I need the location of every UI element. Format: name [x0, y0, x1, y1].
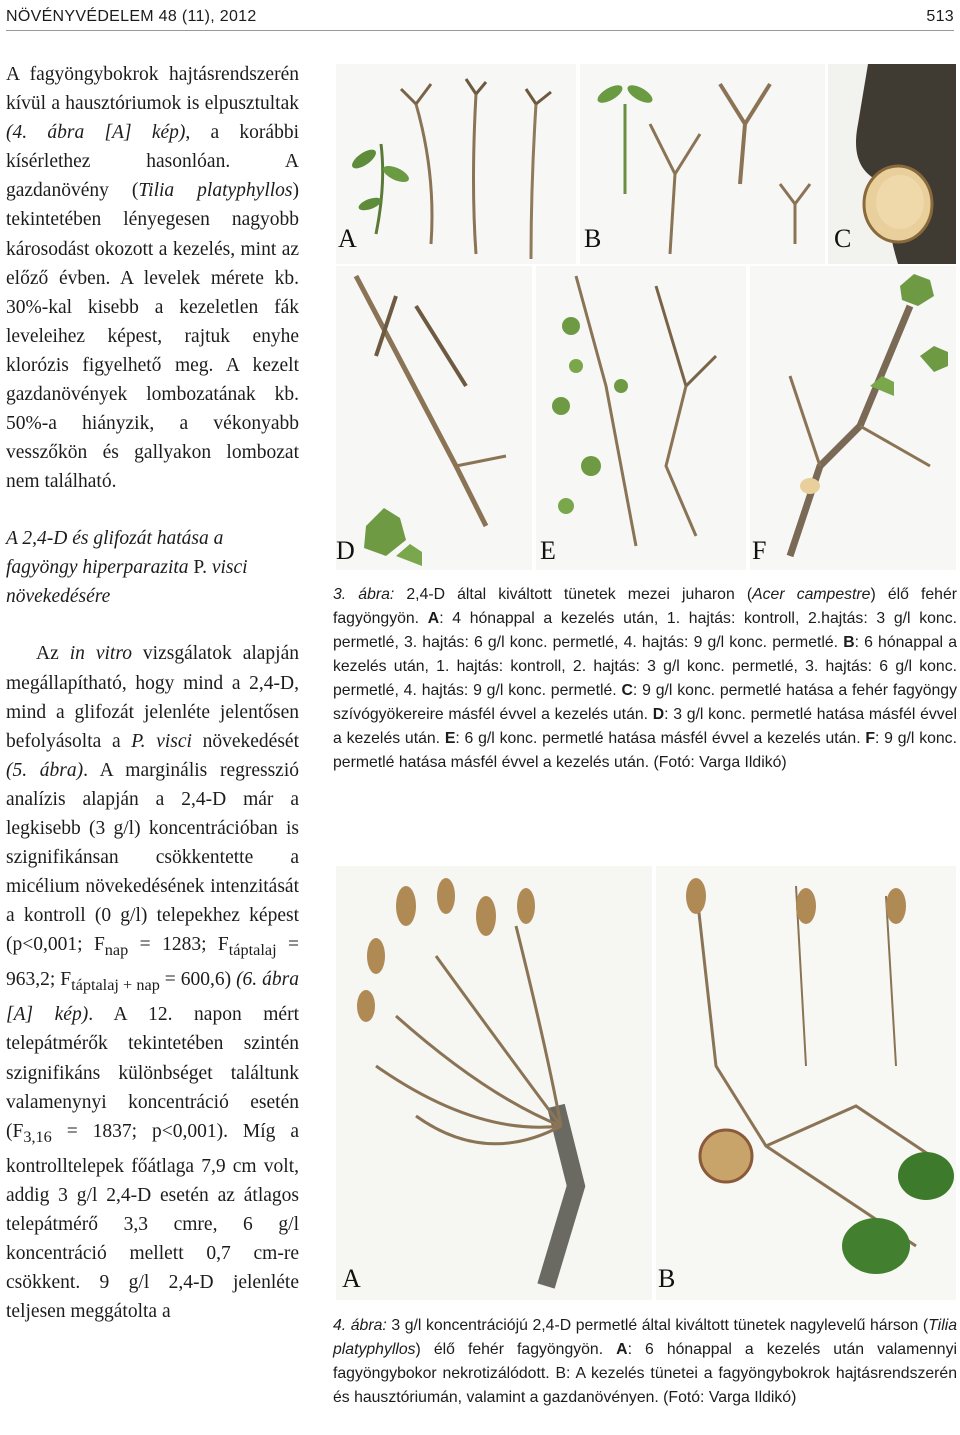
section-subheading: A 2,4-D és glifozát hatása a fagyöngy hiperparazita P. visci növekedésére	[6, 528, 248, 608]
panel-label-f: F	[752, 536, 767, 565]
figure4-panel-b-photo	[656, 866, 956, 1300]
panel-label-d: D	[336, 536, 355, 565]
figure3-panel-e-photo	[536, 266, 746, 570]
journal-title: NÖVÉNYVÉDELEM 48 (11), 2012	[6, 8, 257, 25]
figure4-caption: 4. ábra: 3 g/l koncentrációjú 2,4-D permetlé által kiváltott tünetek nagylevelű hárson (Tilia platyphyllos) élő fehér fagyöngyön. A: 6 hónappal a kezelés után valamennyi fagyöngybokor nekrotizálódott. B: A kezelés tünetei a fagyöngybokrok hajtásrendszerén és hausztóriumán, valamint a gazdanövényen. (Fotó: Varga Ildikó)	[333, 1317, 957, 1406]
figure3-panel-c-photo	[828, 64, 956, 264]
mistletoe-shoots-illustration	[580, 64, 825, 264]
page-number: 513	[926, 8, 954, 25]
figure3-caption: 3. ábra: 2,4-D által kiváltott tünetek mezei juharon (Acer campestre) élő fehér fagyöngyön. A: 4 hónappal a kezelés után, 1. hajtás: kontroll, 2.hajtás: 3 g/l konc. permetlé, 3. hajtás: 6 g/l konc. permetlé, 4. hajtás: 9 g/l konc. permetlé. B: 6 hónappal a kezelés után, 1. hajtás: kontroll, 2. hajtás: 3 g/l konc. permetlé, 3. hajtás: 6 g/l konc. permetlé, 4. hajtás: 9 g/l konc. permetlé. C: 9 g/l konc. permetlé hatása a fehér fagyöngy szívógyökereire másfél évvel a kezelés után. D: 3 g/l konc. permetlé hatása másfél évvel a kezelés után. E: 6 g/l konc. permetlé hatása másfél évvel a kezelés után. F: 9 g/l konc. permetlé hatása másfél évvel a kezelés után. (Fotó: Varga Ildikó)	[333, 586, 958, 771]
body-paragraph-1: A fagyöngybokrok hajtásrendszerén kívül a hausztóriumok is elpusztultak (4. ábra [A] kép), a korábbi kísérlethez hasonlóan. A gazdanövény (Tilia platyphyllos) tekintetében lényegesen nagyobb károsodást okozott a kezelés, mint az előző évben. A levelek mérete kb. 30%-kal kisebb a kezeletlen fák leveleihez képest, rajtuk enyhe klorózis figyelhető meg. A kezelt gazdanövények lombozatának kb. 50%-a hiányzik, a vékonyabb vesszőkön és gallyakon lombozat nem található.	[6, 64, 299, 493]
figure4-panel-a-photo	[336, 866, 652, 1300]
host-branch-illustration	[750, 266, 956, 570]
figure3-panel-a-photo	[336, 64, 576, 264]
panel-label-e: E	[540, 536, 556, 565]
mistletoe-shoots-illustration	[336, 64, 576, 264]
figure3-panel-b-photo	[580, 64, 825, 264]
panel-label-a: A	[342, 1264, 361, 1293]
necrotized-mistletoe-illustration	[336, 866, 652, 1300]
host-branch-illustration	[336, 266, 532, 570]
panel-label-c: C	[834, 224, 852, 253]
host-branch-illustration	[536, 266, 746, 570]
left-text-column	[6, 60, 299, 1326]
figure3-panel-d-photo	[336, 266, 532, 570]
panel-label-b: B	[584, 224, 602, 253]
running-header	[6, 4, 954, 31]
body-paragraph-2: Az in vitro vizsgálatok alapján megállapítható, hogy mind a 2,4-D, mind a glifozát jelenléte jelentősen befolyásolta a P. visci növekedését (5. ábra). A marginális regresszió analízis alapján a 2,4-D már a legkisebb (3 g/l) koncentrációban is szignifikánsan csökkentette a micélium növekedésének intenzitását a kontroll (0 g/l) telepekhez képest (p<0,001; $F_{nap} = 1283$; $F_{táptalaj} = 963,2$; $F_{táptalaj + nap} = 600,6$) (6. ábra [A] kép). A 12. napon mért telepátmérők tekintetében szintén szignifikáns különbséget találtunk valamenynyi koncentráció esetén ($F_{3,16} = 1837$; p<0,001). Míg a kontrolltelepek főátlaga 7,9 cm volt, addig 3 g/l 2,4-D esetén az átlagos telepátmérő 3,3 cmre, 6 g/l koncentráció mellett 0,7 cm-re csökkent. 9 g/l 2,4-D jelenléte teljesen meggátolta a	[6, 643, 300, 1323]
mistletoe-on-linden-illustration	[656, 866, 956, 1300]
panel-label-a: A	[338, 224, 357, 253]
figure3-panel-f-photo	[750, 266, 956, 570]
panel-label-b: B	[658, 1264, 676, 1293]
